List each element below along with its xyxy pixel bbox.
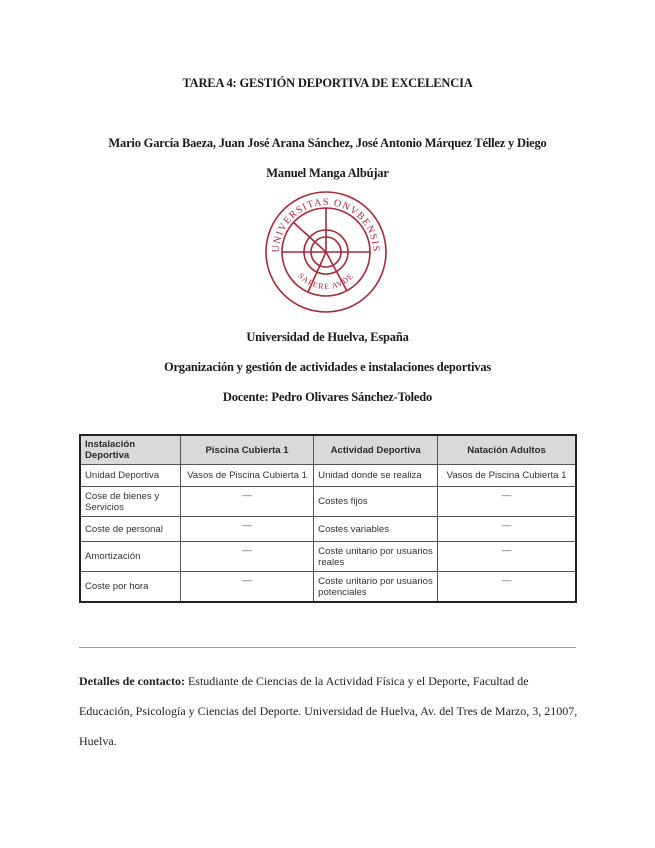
table-cell: —: [180, 572, 313, 603]
cost-table: [79, 434, 577, 603]
table-cell: —: [438, 542, 576, 572]
contact-text: Estudiante de Ciencias de la Actividad Física y el Deporte, Facultad de Educación, Psicología y Ciencias del Deporte. Universidad de Huelva, Av. del Tres de Marzo, 3, 21007, Huelva.: [79, 674, 578, 748]
table-cell: —: [180, 487, 313, 517]
table-row: [80, 517, 576, 542]
table-cell: Coste unitario por usuarios potenciales: [314, 572, 438, 603]
authors-line-1: Mario García Baeza, Juan José Arana Sánchez, José Antonio Márquez Téllez y Diego: [108, 136, 547, 150]
table-cell: Costes fijos: [314, 487, 438, 517]
table-cell: —: [180, 517, 313, 542]
table-cell: —: [180, 542, 313, 572]
table-row: [80, 487, 576, 517]
table-cell: —: [438, 572, 576, 603]
table-row: [80, 465, 576, 487]
table-cell: —: [438, 517, 576, 542]
document-title: TAREA 4: GESTIÓN DEPORTIVA DE EXCELENCIA: [182, 76, 473, 90]
table-cell: Cose de bienes y Servicios: [80, 487, 180, 517]
header-cell: Piscina Cubierta 1: [180, 435, 313, 465]
header-cell: Natación Adultos: [438, 435, 576, 465]
university-seal-logo: [263, 189, 389, 315]
svg-text:UNIVERSITAS ONVBENSIS: UNIVERSITAS ONVBENSIS: [270, 196, 382, 253]
table-cell: Vasos de Piscina Cubierta 1: [180, 465, 313, 487]
contact-details: [79, 666, 579, 756]
teacher-name: Docente: Pedro Olivares Sánchez-Toledo: [222, 390, 433, 404]
authors-line-2: Manuel Manga Albújar: [266, 166, 389, 180]
table-cell: Amortización: [80, 542, 180, 572]
table-cell: Vasos de Piscina Cubierta 1: [438, 465, 576, 487]
table-cell: Unidad donde se realiza: [314, 465, 438, 487]
university-name: Universidad de Huelva, España: [246, 330, 409, 344]
table-cell: Coste por hora: [80, 572, 180, 603]
svg-text:SAPERE AVDE: SAPERE AVDE: [296, 271, 356, 292]
table-cell: Coste unitario por usuarios reales: [314, 542, 438, 572]
table-cell: Unidad Deportiva: [80, 465, 180, 487]
table-cell: Costes variables: [314, 517, 438, 542]
table-row: [80, 542, 576, 572]
table-header-row: [80, 435, 576, 465]
contact-label: Detalles de contacto:: [79, 674, 185, 688]
course-name: Organización y gestión de actividades e instalaciones deportivas: [163, 360, 492, 374]
header-cell: Actividad Deportiva: [314, 435, 438, 465]
separator-line: [79, 647, 576, 648]
table-cell: Coste de personal: [80, 517, 180, 542]
table-cell: —: [438, 487, 576, 517]
header-cell: Instalación Deportiva: [80, 435, 180, 465]
table-row: [80, 572, 576, 603]
